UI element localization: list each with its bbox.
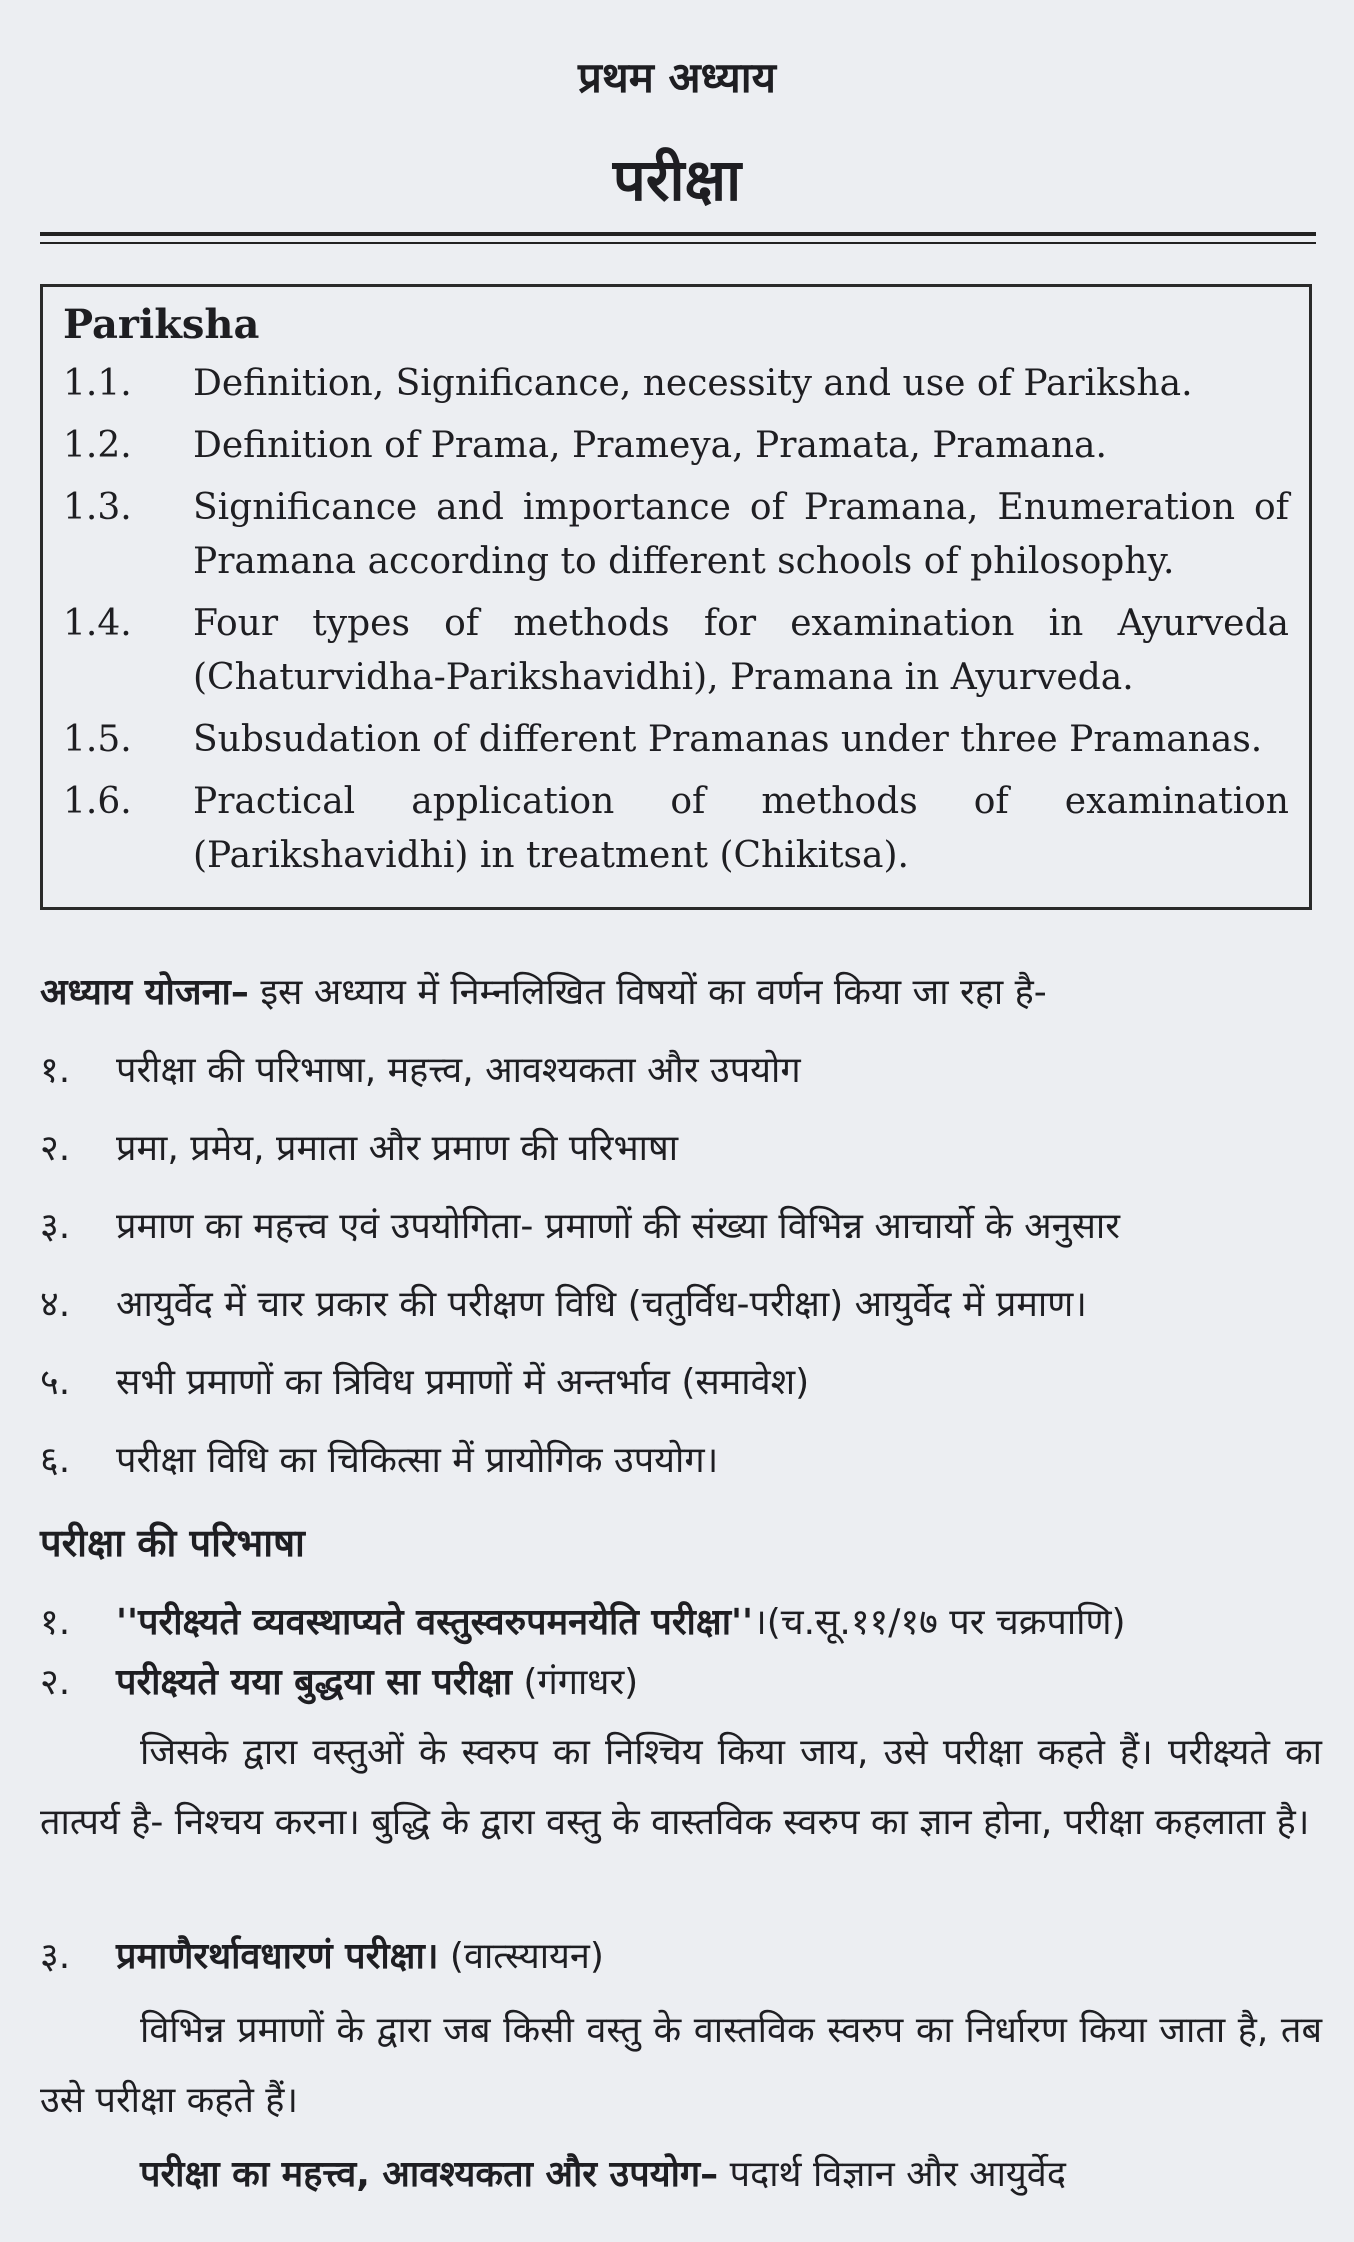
definition-number: २. <box>40 1662 71 1703</box>
chapter-plan-intro <box>40 966 1320 1015</box>
syllabus-item-text: Significance and importance of Pramana, Enumeration of Pramana according to different schools of philosophy. <box>193 487 1289 582</box>
syllabus-item <box>63 419 1289 473</box>
syllabus-item <box>63 713 1289 767</box>
syllabus-box <box>40 284 1312 910</box>
plan-item-text: परीक्षा की परिभाषा, महत्त्व, आवश्यकता और उपयोग <box>116 1050 801 1091</box>
plan-item-number: २. <box>40 1128 71 1169</box>
syllabus-item <box>63 775 1289 883</box>
syllabus-item <box>63 481 1289 589</box>
syllabus-item-number: 1.5. <box>63 719 132 760</box>
definition-heading: परीक्षा की परिभाषा <box>40 1521 305 1565</box>
plan-item-text: आयुर्वेद में चार प्रकार की परीक्षण विधि (चतुर्विध-परीक्षा) आयुर्वेद में प्रमाण। <box>116 1284 1087 1325</box>
title-rule-thick <box>40 232 1316 236</box>
definition-source: ।(च.सू.११/१७ पर चक्रपाणि) <box>753 1602 1126 1643</box>
definition-number: १. <box>40 1602 71 1643</box>
syllabus-item-number: 1.6. <box>63 781 132 822</box>
syllabus-item <box>63 597 1289 705</box>
plan-item-text: प्रमा, प्रमेय, प्रमाता और प्रमाण की परिभाषा <box>116 1128 679 1169</box>
syllabus-item-text: Four types of methods for examination in Ayurveda (Chaturvidha-Parikshavidhi), Pramana in Ayurveda. <box>193 603 1289 698</box>
syllabus-item-number: 1.2. <box>63 425 132 466</box>
definition-quote: प्रमाणैरर्थावधारणं परीक्षा। <box>116 1936 439 1977</box>
definition-source: (गंगाधर) <box>511 1662 639 1703</box>
plan-item-number: ४. <box>40 1284 71 1325</box>
importance-heading: परीक्षा का महत्त्व, आवश्यकता और उपयोग– <box>140 2154 719 2195</box>
definition-quote: परीक्ष्यते यया बुद्धया सा परीक्षा <box>116 1662 512 1703</box>
chapter-title: परीक्षा <box>612 146 742 214</box>
importance-text: पदार्थ विज्ञान और आयुर्वेद <box>718 2154 1066 2195</box>
definition-paragraph: जिसके द्वारा वस्तुओं के स्वरुप का निश्चिय किया जाय, उसे परीक्षा कहते हैं। परीक्ष्यते का तात्पर्य है- निश्चय करना। बुद्धि के द्वारा वस्तु के वास्तविक स्वरुप का ज्ञान होना, परीक्षा कहलाता है। <box>40 1732 1322 1843</box>
title-rule-thin <box>40 242 1316 244</box>
definition-paragraph: विभिन्न प्रमाणों के द्वारा जब किसी वस्तु के वास्तविक स्वरुप का निर्धारण किया जाता है, तब उसे परीक्षा कहते हैं। <box>40 2010 1322 2121</box>
definition-number: ३. <box>40 1936 71 1977</box>
syllabus-item <box>63 357 1289 411</box>
plan-item-number: ३. <box>40 1206 71 1247</box>
syllabus-item-text: Subsudation of different Pramanas under three Pramanas. <box>193 719 1263 760</box>
syllabus-item-text: Practical application of methods of examination (Parikshavidhi) in treatment (Chikitsa). <box>193 781 1289 876</box>
definition-source: (वात्स्यायन) <box>438 1936 604 1977</box>
plan-item-text: परीक्षा विधि का चिकित्सा में प्रायोगिक उपयोग। <box>116 1440 719 1481</box>
importance-paragraph <box>40 2140 1322 2210</box>
plan-item-text: सभी प्रमाणों का त्रिविध प्रमाणों में अन्तर्भाव (समावेश) <box>116 1362 810 1403</box>
plan-item-number: १. <box>40 1050 71 1091</box>
plan-item-text: प्रमाण का महत्त्व एवं उपयोगिता- प्रमाणों की संख्या विभिन्न आचार्यो के अनुसार <box>116 1206 1120 1247</box>
syllabus-heading: Pariksha <box>63 301 260 348</box>
plan-item-number: ६. <box>40 1440 71 1481</box>
syllabus-item-number: 1.1. <box>63 363 132 404</box>
syllabus-item-text: Definition, Significance, necessity and use of Pariksha. <box>193 363 1193 404</box>
syllabus-item-text: Definition of Prama, Prameya, Pramata, Pramana. <box>193 425 1107 466</box>
syllabus-item-number: 1.3. <box>63 487 132 528</box>
chapter-label: प्रथम अध्याय <box>578 53 776 102</box>
definition-quote: ''परीक्ष्यते व्यवस्थाप्यते वस्तुस्वरुपमनयेति परीक्षा'' <box>116 1602 754 1643</box>
syllabus-item-number: 1.4. <box>63 603 132 644</box>
plan-item-number: ५. <box>40 1362 71 1403</box>
chapter-plan-intro-text: इस अध्याय में निम्नलिखित विषयों का वर्णन किया जा रहा है- <box>248 972 1047 1013</box>
chapter-plan-label: अध्याय योजना– <box>40 972 249 1013</box>
